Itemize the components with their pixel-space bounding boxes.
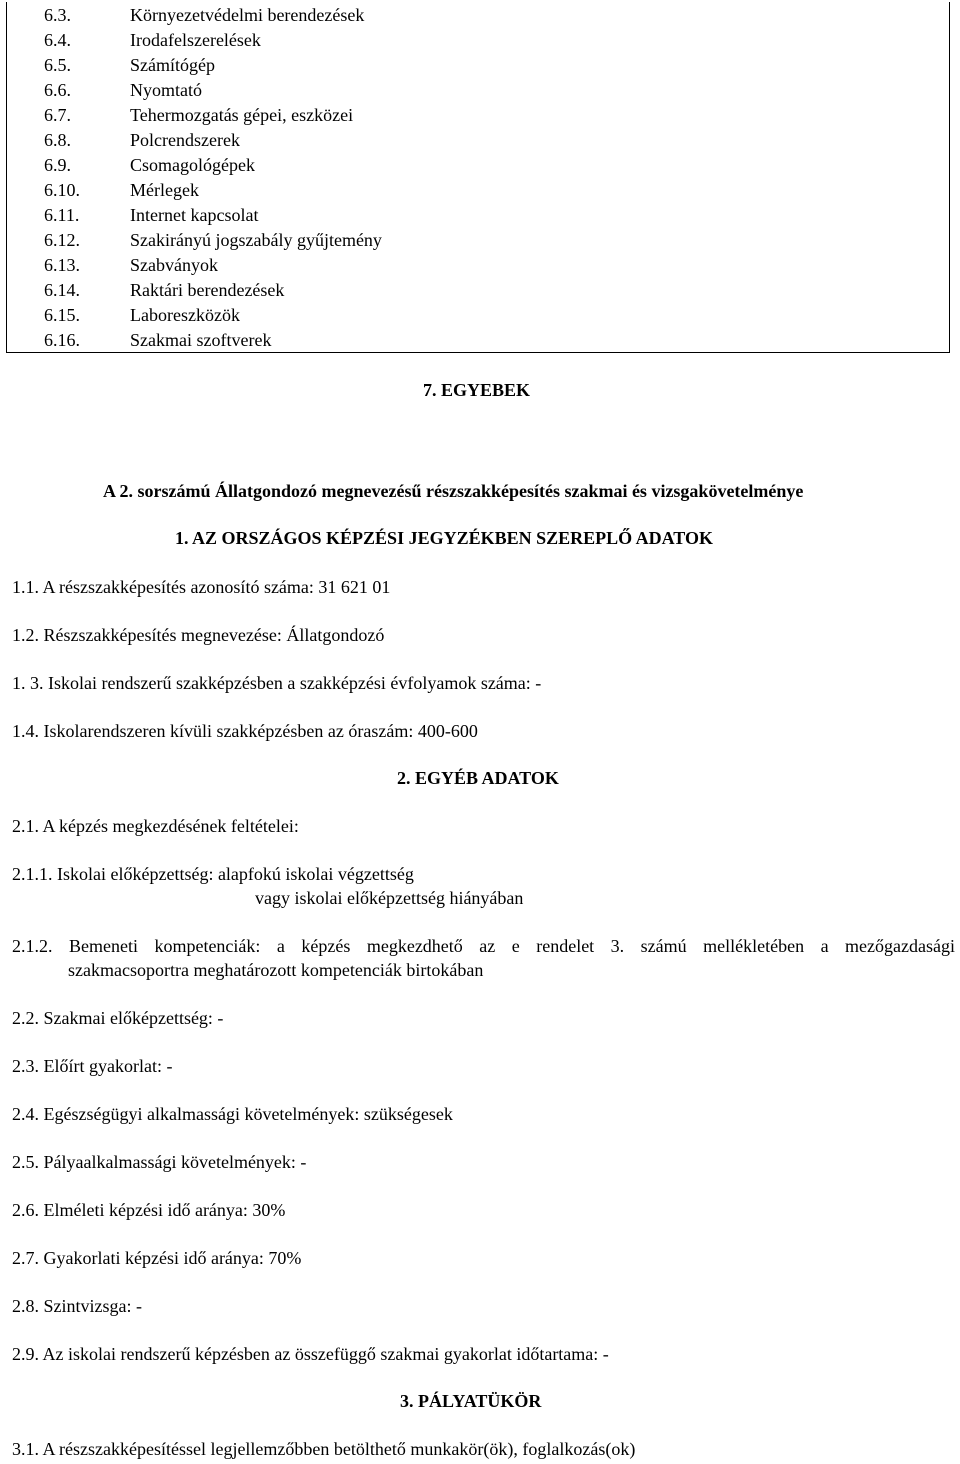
heading-egyebek: 7. EGYEBEK — [423, 380, 531, 400]
item-2-1-1: 2.1.1. Iskolai előképzettség: alapfokú iskolai végzettség — [12, 864, 414, 884]
item-label: Irodafelszerelések — [130, 30, 261, 50]
item-number: 6.12. — [44, 230, 80, 250]
item-number: 6.13. — [44, 255, 80, 275]
item-2-1-2-continuation: szakmacsoportra meghatározott kompetenciák birtokában — [68, 960, 484, 980]
item-2-1-2: 2.1.2. Bemeneti kompetenciák: a képzés megkezdhető az e rendelet 3. számú mellékletében a mezőgazdasági — [12, 936, 955, 956]
item-label: Számítógép — [130, 55, 215, 75]
item-number: 6.8. — [44, 130, 71, 150]
item-number: 6.11. — [44, 205, 80, 225]
item-number: 6.15. — [44, 305, 80, 325]
item-number: 6.16. — [44, 330, 80, 350]
item-2-1: 2.1. A képzés megkezdésének feltételei: — [12, 816, 299, 836]
item-2-5: 2.5. Pályaalkalmassági követelmények: - — [12, 1152, 307, 1172]
item-1-3: 1. 3. Iskolai rendszerű szakképzésben a szakképzési évfolyamok száma: - — [12, 673, 542, 693]
item-2-2: 2.2. Szakmai előképzettség: - — [12, 1008, 224, 1028]
heading-okj-data: 1. AZ ORSZÁGOS KÉPZÉSI JEGYZÉKBEN SZEREPLŐ ADATOK — [175, 528, 713, 548]
item-label: Polcrendszerek — [130, 130, 240, 150]
item-label: Raktári berendezések — [130, 280, 285, 300]
item-label: Szakirányú jogszabály gyűjtemény — [130, 230, 382, 250]
item-label: Laboreszközök — [130, 305, 240, 325]
item-label: Nyomtató — [130, 80, 202, 100]
item-label: Internet kapcsolat — [130, 205, 259, 225]
item-label: Szakmai szoftverek — [130, 330, 272, 350]
item-2-9: 2.9. Az iskolai rendszerű képzésben az összefüggő szakmai gyakorlat időtartama: - — [12, 1344, 609, 1364]
item-1-1: 1.1. A részszakképesítés azonosító száma: 31 621 01 — [12, 577, 391, 597]
item-label: Szabványok — [130, 255, 218, 275]
item-number: 6.6. — [44, 80, 71, 100]
item-number: 6.9. — [44, 155, 71, 175]
annex-title: A 2. sorszámú Állatgondozó megnevezésű részszakképesítés szakmai és vizsgakövetelménye — [103, 481, 804, 501]
item-1-4: 1.4. Iskolarendszeren kívüli szakképzésben az óraszám: 400-600 — [12, 721, 478, 741]
item-2-3: 2.3. Előírt gyakorlat: - — [12, 1056, 173, 1076]
item-2-6: 2.6. Elméleti képzési idő aránya: 30% — [12, 1200, 286, 1220]
item-2-4: 2.4. Egészségügyi alkalmassági követelmények: szükségesek — [12, 1104, 453, 1124]
item-1-2: 1.2. Részszakképesítés megnevezése: Állatgondozó — [12, 625, 385, 645]
item-label: Mérlegek — [130, 180, 199, 200]
item-label: Tehermozgatás gépei, eszközei — [130, 105, 354, 125]
heading-career: 3. PÁLYATÜKÖR — [400, 1391, 542, 1411]
item-label: Környezetvédelmi berendezések — [130, 5, 365, 25]
item-number: 6.14. — [44, 280, 80, 300]
item-number: 6.10. — [44, 180, 80, 200]
item-3-1: 3.1. A részszakképesítéssel legjellemzőbben betölthető munkakör(ök), foglalkozás(ok) — [12, 1439, 636, 1459]
item-2-8: 2.8. Szintvizsga: - — [12, 1296, 142, 1316]
item-2-1-1-continuation: vagy iskolai előképzettség hiányában — [255, 888, 524, 908]
item-number: 6.4. — [44, 30, 71, 50]
item-number: 6.7. — [44, 105, 71, 125]
item-2-7: 2.7. Gyakorlati képzési idő aránya: 70% — [12, 1248, 302, 1268]
item-number: 6.3. — [44, 5, 71, 25]
item-number: 6.5. — [44, 55, 71, 75]
item-label: Csomagológépek — [130, 155, 255, 175]
heading-other-data: 2. EGYÉB ADATOK — [397, 768, 559, 788]
